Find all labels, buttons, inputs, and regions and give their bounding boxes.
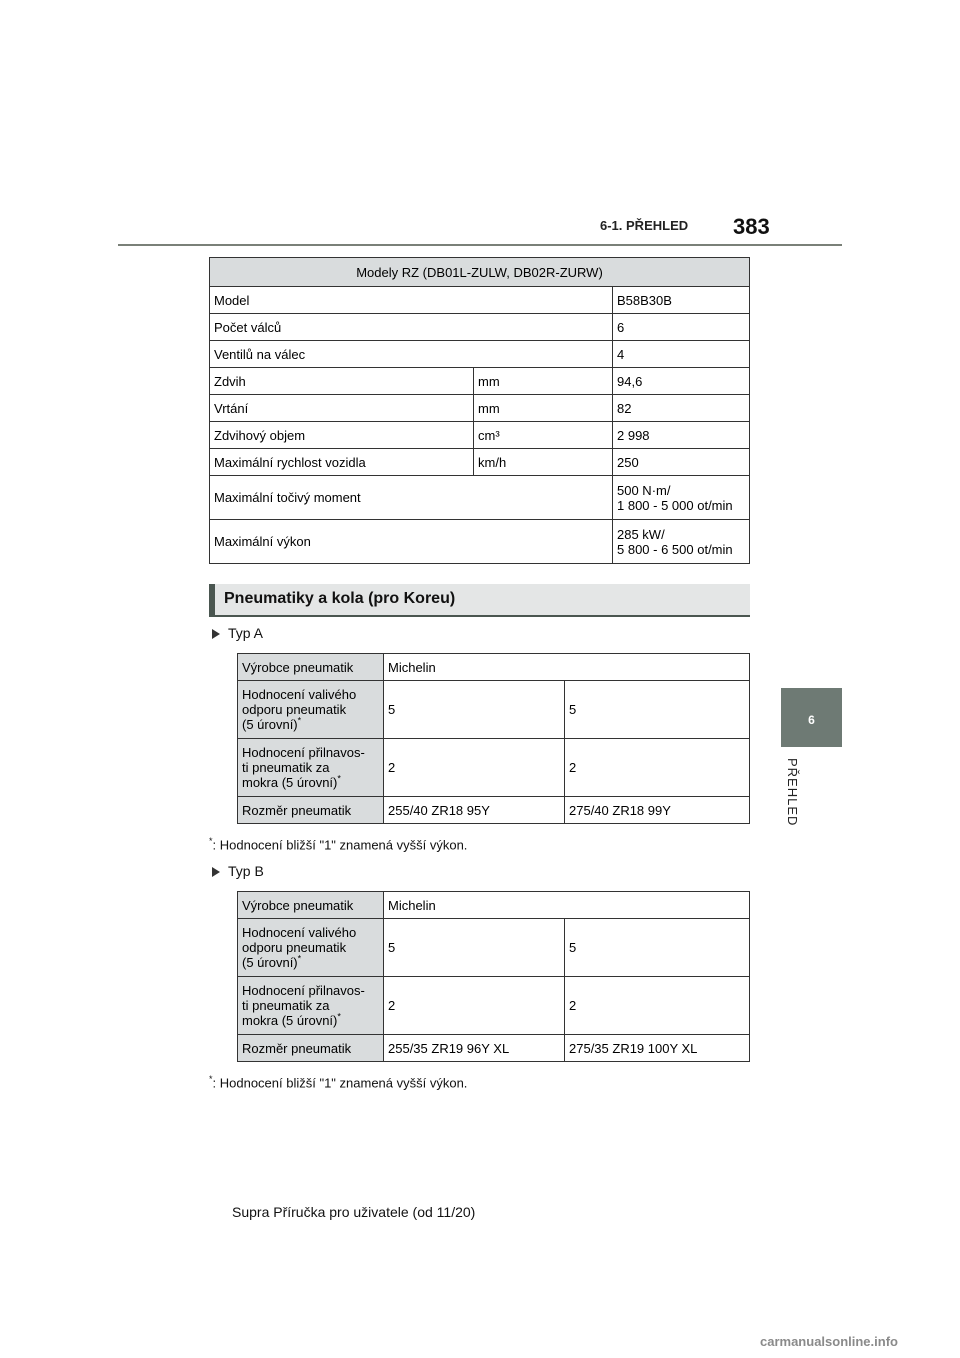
tire-label-line: Hodnocení přilnavos- bbox=[242, 745, 365, 760]
tire-label-line: Hodnocení valivého bbox=[242, 925, 357, 940]
tire-label bbox=[238, 919, 384, 977]
tire-value: 2 bbox=[384, 977, 565, 1035]
footnote-text: : Hodnocení bližší "1" znamená vyšší výkon. bbox=[212, 837, 468, 853]
asterisk: * bbox=[297, 953, 302, 964]
spec-label: Zdvihový objem bbox=[210, 422, 474, 449]
asterisk: * bbox=[209, 836, 213, 846]
section-heading bbox=[209, 584, 750, 615]
header-divider bbox=[118, 244, 842, 246]
table-row bbox=[238, 919, 750, 977]
spec-label: Maximální točivý moment bbox=[210, 476, 613, 520]
tire-label-text: (5 úrovní) bbox=[242, 955, 298, 970]
spec-label: Maximální rychlost vozidla bbox=[210, 449, 474, 476]
spec-value: B58B30B bbox=[613, 287, 750, 314]
table-row bbox=[210, 520, 750, 564]
tire-label-text: mokra (5 úrovní) bbox=[242, 775, 338, 790]
spec-unit: cm³ bbox=[474, 422, 613, 449]
chapter-label: PŘEHLED bbox=[785, 758, 800, 827]
spec-value: 94,6 bbox=[613, 368, 750, 395]
tire-table-type-b bbox=[237, 891, 750, 1062]
table-row bbox=[210, 341, 750, 368]
table-row bbox=[238, 654, 750, 681]
tire-label-line: odporu pneumatik bbox=[242, 940, 347, 955]
tire-value: 2 bbox=[565, 739, 750, 797]
spec-value: 2 998 bbox=[613, 422, 750, 449]
type-b-heading bbox=[212, 863, 264, 879]
tire-value: 275/40 ZR18 99Y bbox=[565, 797, 750, 824]
footnote-type-a bbox=[209, 836, 467, 852]
spec-label: Zdvih bbox=[210, 368, 474, 395]
tire-value: 2 bbox=[384, 739, 565, 797]
tire-value: 5 bbox=[565, 919, 750, 977]
table-row bbox=[210, 449, 750, 476]
footnote-text: : Hodnocení bližší "1" znamená vyšší výkon. bbox=[212, 1075, 468, 1091]
tire-label-text: (5 úrovní) bbox=[242, 717, 298, 732]
tire-label-line: ti pneumatik za bbox=[242, 760, 330, 775]
spec-value-line: 5 800 - 6 500 ot/min bbox=[617, 541, 733, 557]
tire-value: 275/35 ZR19 100Y XL bbox=[565, 1035, 750, 1062]
tire-label-text: mokra (5 úrovní) bbox=[242, 1013, 338, 1028]
spec-value: 6 bbox=[613, 314, 750, 341]
engine-spec-table bbox=[209, 257, 750, 564]
table-row bbox=[238, 892, 750, 919]
section-heading-text: Pneumatiky a kola (pro Koreu) bbox=[224, 590, 456, 607]
table-row bbox=[210, 422, 750, 449]
tire-value: 5 bbox=[384, 681, 565, 739]
table-row bbox=[210, 287, 750, 314]
table-row bbox=[238, 739, 750, 797]
asterisk: * bbox=[337, 773, 341, 784]
watermark: carmanualsonline.info bbox=[760, 1334, 898, 1349]
table-row bbox=[238, 797, 750, 824]
spec-unit: mm bbox=[474, 395, 613, 422]
triangle-bullet-icon bbox=[212, 629, 220, 639]
tire-value: 255/40 ZR18 95Y bbox=[384, 797, 565, 824]
section-divider bbox=[209, 615, 750, 617]
tire-label-line: odporu pneumatik bbox=[242, 702, 347, 717]
spec-value-line: 285 kW/ bbox=[617, 526, 665, 542]
section-title: 6-1. PŘEHLED bbox=[600, 218, 689, 233]
tire-label bbox=[238, 681, 384, 739]
triangle-bullet-icon bbox=[212, 867, 220, 877]
table-row bbox=[238, 681, 750, 739]
spec-value-line: 1 800 - 5 000 ot/min bbox=[617, 497, 733, 513]
tire-label-line: Hodnocení přilnavos- bbox=[242, 983, 365, 998]
tire-value: 5 bbox=[384, 919, 565, 977]
manual-footer: Supra Příručka pro uživatele (od 11/20) bbox=[232, 1204, 476, 1220]
tire-label: Výrobce pneumatik bbox=[238, 654, 384, 681]
table-row bbox=[210, 314, 750, 341]
tire-value: 5 bbox=[565, 681, 750, 739]
tire-label-line bbox=[242, 717, 379, 732]
footnote-type-b bbox=[209, 1074, 467, 1090]
spec-label: Maximální výkon bbox=[210, 520, 613, 564]
spec-label: Počet válců bbox=[210, 314, 613, 341]
asterisk: * bbox=[297, 715, 302, 726]
spec-value: 250 bbox=[613, 449, 750, 476]
spec-value-line: 500 N·m/ bbox=[617, 482, 671, 498]
table-row bbox=[238, 1035, 750, 1062]
tire-value: Michelin bbox=[384, 654, 750, 681]
table-row bbox=[238, 977, 750, 1035]
type-a-title: Typ A bbox=[228, 625, 264, 641]
spec-value bbox=[613, 476, 750, 520]
tire-label bbox=[238, 977, 384, 1035]
tire-table-type-a bbox=[237, 653, 750, 824]
spec-unit: mm bbox=[474, 368, 613, 395]
tire-label bbox=[238, 739, 384, 797]
type-a-heading bbox=[212, 625, 263, 641]
tire-label-line: Hodnocení valivého bbox=[242, 687, 357, 702]
tire-label-line: ti pneumatik za bbox=[242, 998, 330, 1013]
tire-label: Výrobce pneumatik bbox=[238, 892, 384, 919]
table-row bbox=[210, 368, 750, 395]
tire-label-line bbox=[242, 775, 379, 790]
table-row bbox=[210, 476, 750, 520]
asterisk: * bbox=[209, 1074, 213, 1084]
tire-value: 2 bbox=[565, 977, 750, 1035]
spec-unit: km/h bbox=[474, 449, 613, 476]
tire-label-line bbox=[242, 1013, 379, 1028]
type-b-title: Typ B bbox=[228, 863, 264, 879]
table-row bbox=[210, 395, 750, 422]
spec-label: Vrtání bbox=[210, 395, 474, 422]
spec-value: 82 bbox=[613, 395, 750, 422]
asterisk: * bbox=[337, 1011, 341, 1022]
spec-value: 4 bbox=[613, 341, 750, 368]
tire-value: Michelin bbox=[384, 892, 750, 919]
spec-value bbox=[613, 520, 750, 564]
tire-label: Rozměr pneumatik bbox=[238, 1035, 384, 1062]
spec-label: Model bbox=[210, 287, 613, 314]
chapter-tab[interactable]: 6 bbox=[781, 688, 842, 747]
tire-value: 255/35 ZR19 96Y XL bbox=[384, 1035, 565, 1062]
spec-table-caption: Modely RZ (DB01L-ZULW, DB02R-ZURW) bbox=[210, 258, 750, 287]
spec-label: Ventilů na válec bbox=[210, 341, 613, 368]
tire-label-line bbox=[242, 955, 379, 970]
tire-label: Rozměr pneumatik bbox=[238, 797, 384, 824]
page-number: 383 bbox=[733, 214, 770, 239]
